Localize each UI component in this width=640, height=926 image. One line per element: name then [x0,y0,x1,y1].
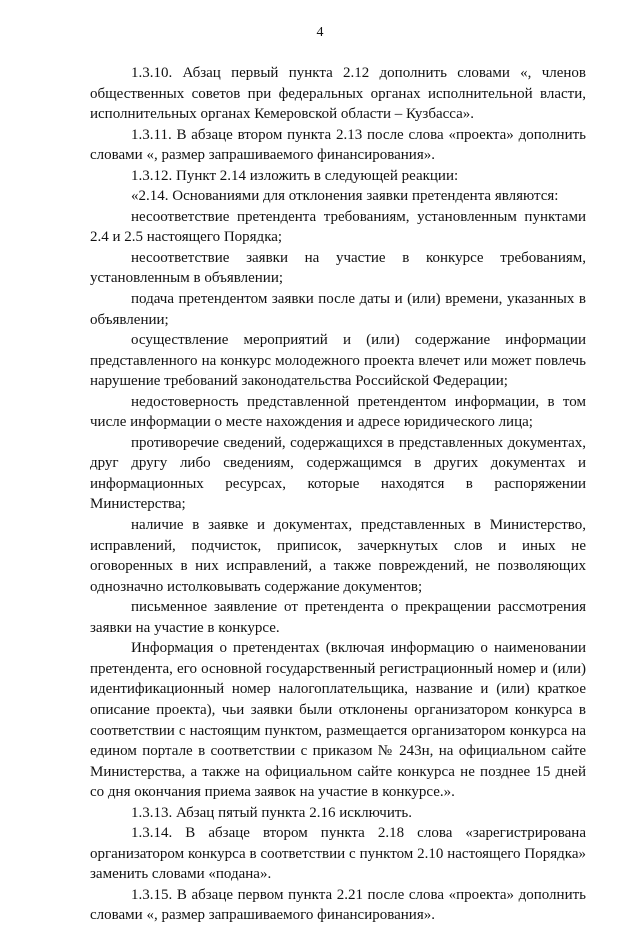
paragraph-1-3-12: 1.3.12. Пункт 2.14 изложить в следующей реакции: [131,167,459,184]
paragraph-1-3-15: 1.3.15. В абзаце первом пункта 2.21 после слова «проекта» дополнить словами «, размер запрашиваемого финансирования». [90,886,586,924]
paragraph-1-3-13: 1.3.13. Абзац пятый пункта 2.16 исключить. [131,804,413,821]
paragraph-2-14-intro: «2.14. Основаниями для отклонения заявки претендента являются: [131,188,559,205]
paragraph-information-publication: Информация о претендентах (включая информацию о наименовании претендента, его основной государственный регистрационный номер и (или) идентификационный номер налогоплательщика, название и (или) краткое описание проекта), чьи заявки были отклонены организатором конкурса в соответствии с настоящим пунктом, размещается организатором конкурса на едином портале в соответствии с приказом № 243н, на официальном сайте Министерства, а также на официальном сайте конкурса не позднее 15 дней со дня окончания приема заявок на участие в конкурсе.». [90,640,586,801]
paragraph-ground-corrections: наличие в заявке и документах, представленных в Министерство, исправлений, подчисток, приписок, зачеркнутых слов и иных не оговоренных в них исправлений, а также повреждений, не позволяющих однозначно истолковывать содержание документов; [90,517,586,595]
paragraph-ground-contradiction: противоречие сведений, содержащихся в представленных документах, друг другу либо сведениям, содержащимся в других документах и информационных ресурсах, которые находятся в распоряжении Министерства; [90,434,586,513]
paragraph-ground-late-submission: подача претендентом заявки после даты и (или) времени, указанных в объявлении; [90,291,586,328]
paragraph-ground-withdrawal: письменное заявление от претендента о прекращении рассмотрения заявки на участие в конкурсе. [90,599,586,636]
document-body [90,63,586,926]
paragraph-1-3-14: 1.3.14. В абзаце втором пункта 2.18 слова «зарегистрирована организатором конкурса в соответствии с пунктом 2.10 настоящего Порядка» заменить словами «подана». [90,825,586,883]
paragraph-ground-unreliable-info: недостоверность представленной претендентом информации, в том числе информации о месте нахождения и адресе юридического лица; [90,393,586,431]
paragraph-ground-requirements: несоответствие претендента требованиям, установленным пунктами 2.4 и 2.5 настоящего Порядка; [90,208,586,246]
paragraph-ground-application: несоответствие заявки на участие в конкурсе требованиям, установленным в объявлении; [90,249,586,287]
paragraph-1-3-11: 1.3.11. В абзаце втором пункта 2.13 после слова «проекта» дополнить словами «, размер запрашиваемого финансирования». [90,126,586,164]
paragraph-1-3-10: 1.3.10. Абзац первый пункта 2.12 дополнить словами «, членов общественных советов при федеральных органах исполнительной власти, исполнительных органах Кемеровской области – Кузбасса». [90,65,586,123]
page-number: 4 [316,25,324,40]
paragraph-ground-legislation: осуществление мероприятий и (или) содержание информации представленного на конкурс молодежного проекта влечет или может повлечь нарушение требований законодательства Российской Федерации; [90,332,586,390]
